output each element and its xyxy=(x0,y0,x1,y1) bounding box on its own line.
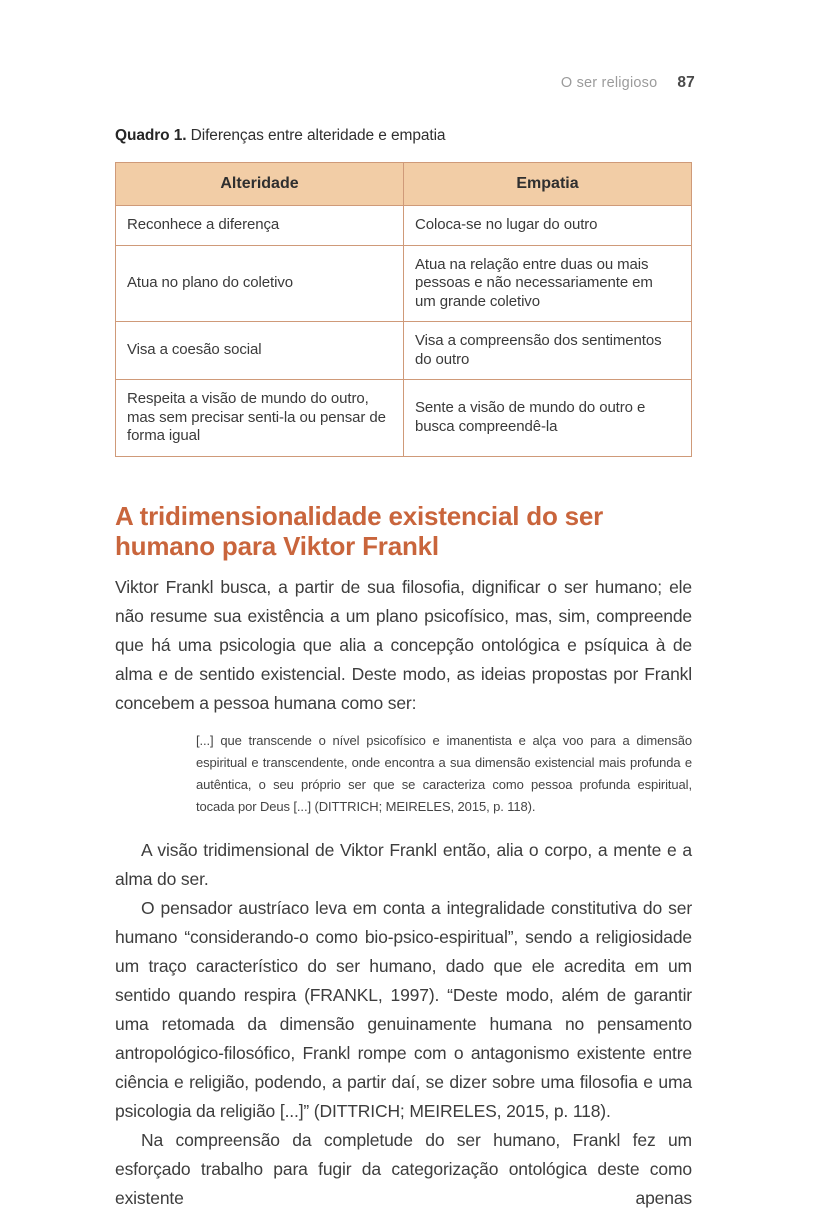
table-cell: Atua na relação entre duas ou mais pessoas e não necessariamente em um grande coletivo xyxy=(404,245,692,322)
page-content xyxy=(115,127,692,1213)
running-header xyxy=(115,74,695,92)
section-heading: A tridimensionalidade existencial do ser humano para Viktor Frankl xyxy=(115,500,604,561)
table-cell: Sente a visão de mundo do outro e busca compreendê-la xyxy=(404,380,692,457)
table-row xyxy=(116,206,692,246)
caption-text: Diferenças entre alteridade e empatia xyxy=(186,127,446,144)
table-cell: Visa a coesão social xyxy=(116,322,404,380)
table-cell: Atua no plano do coletivo xyxy=(116,245,404,322)
table-row xyxy=(116,245,692,322)
table-body xyxy=(116,206,692,457)
table-head xyxy=(116,163,692,206)
column-header-alteridade: Alteridade xyxy=(116,163,404,206)
caption-label: Quadro 1. xyxy=(115,127,187,144)
page-number: 87 xyxy=(677,74,695,91)
table-header-row xyxy=(116,163,692,206)
comparison-table xyxy=(115,162,692,457)
paragraph: Viktor Frankl busca, a partir de sua filosofia, dignificar o ser humano; ele não resume sua existência a um plano psicofísico, mas, sim, compreende que há uma psicologia que alia a concepção ontológica e psíquica à de alma e de sentido existencial. Deste modo, as ideias propostas por Frankl concebem a pessoa humana como ser: xyxy=(115,576,692,713)
table-row xyxy=(116,322,692,380)
table-cell: Reconhece a diferença xyxy=(116,206,404,246)
running-title: O ser religioso xyxy=(560,75,658,91)
paragraph: A visão tridimensional de Viktor Frankl então, alia o corpo, a mente e a alma do ser. xyxy=(115,839,692,889)
table-caption xyxy=(115,127,692,145)
column-header-empatia: Empatia xyxy=(404,163,692,206)
body-text xyxy=(115,573,692,1213)
table-cell: Visa a compreensão dos sentimentos do outro xyxy=(404,322,692,380)
table-cell: Respeita a visão de mundo do outro, mas sem precisar senti-la ou pensar de forma igual xyxy=(116,380,404,457)
paragraph: O pensador austríaco leva em conta a integralidade constitutiva do ser humano “considerando-o como bio-psico-espiritual”, sendo a religiosidade um traço característico do ser humano, dado que ele acredita em um sentido quando respira (FRANKL, 1997). “Deste modo, além de garantir uma retomada da dimensão genuinamente humana no pensamento antropológico-filosófico, Frankl rompe com o antagonismo existente entre ciência e religião, podendo, a partir daí, se dizer sobre uma filosofia e uma psicologia da religião [...]” (DITTRICH; MEIRELES, 2015, p. 118). xyxy=(115,897,692,1121)
paragraph: Na compreensão da completude do ser humano, Frankl fez um esforçado trabalho para fugir da categorização ontológica deste como existente apenas xyxy=(115,1129,692,1208)
table-row xyxy=(116,380,692,457)
block-quote: [...] que transcende o nível psicofísico e imanentista e alça voo para a dimensão espiritual e transcendente, onde encontra a sua dimensão existencial mais profunda e autêntica, o seu próprio ser que se caracteriza como pessoa profunda espiritual, tocada por Deus [...] (DITTRICH; MEIRELES, 2015, p. 118). xyxy=(196,732,692,814)
table-cell: Coloca-se no lugar do outro xyxy=(404,206,692,246)
